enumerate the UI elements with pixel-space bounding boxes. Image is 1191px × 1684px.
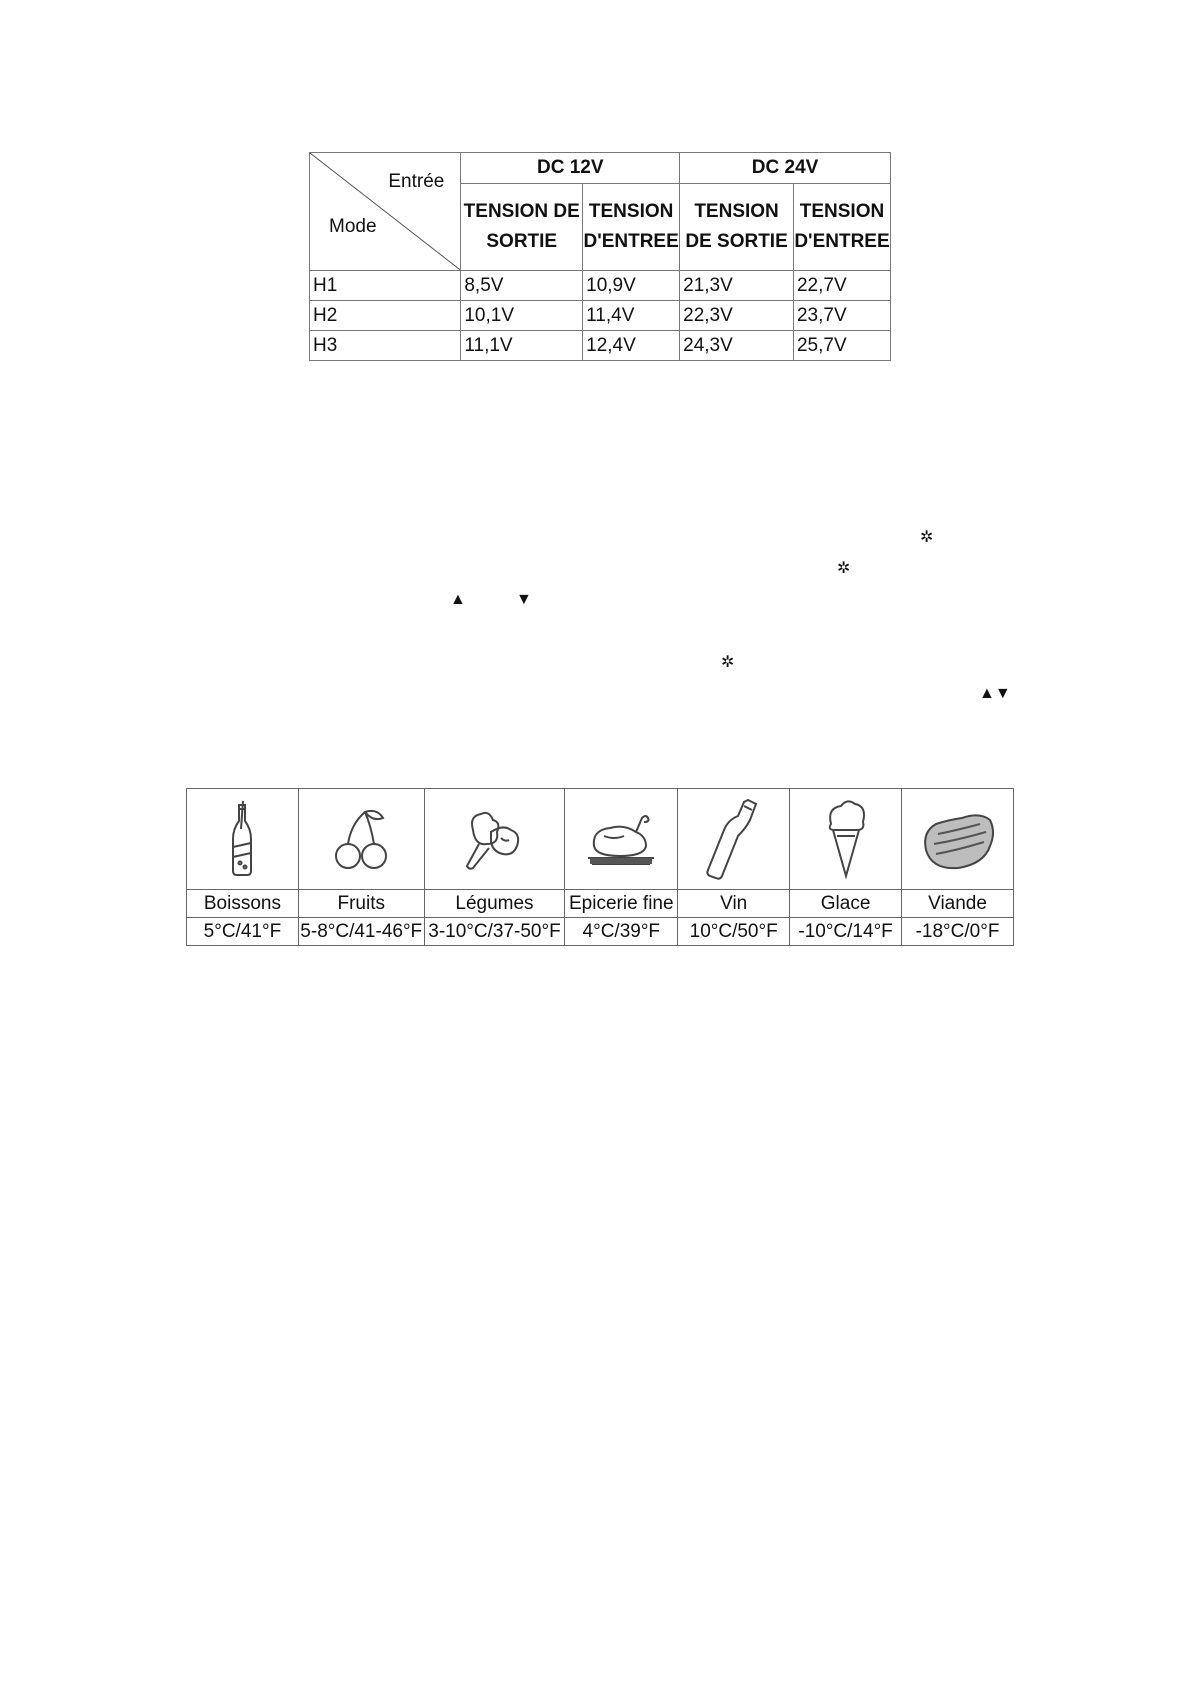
temperature-row	[187, 918, 1014, 946]
category-name: Viande	[902, 890, 1014, 918]
subheader-cell	[461, 184, 583, 271]
gear-icon: ✲	[721, 654, 735, 671]
value-cell: 22,7V	[793, 271, 890, 301]
value-cell: 12,4V	[583, 331, 680, 361]
value-cell: 8,5V	[461, 271, 583, 301]
mode-cell: H2	[310, 301, 461, 331]
category-name: Légumes	[424, 890, 565, 918]
value-cell: 24,3V	[680, 331, 794, 361]
subheader-line: TENSION	[588, 201, 674, 222]
value-cell: 11,1V	[461, 331, 583, 361]
name-row	[187, 890, 1014, 918]
value-cell: 22,3V	[680, 301, 794, 331]
category-name: Boissons	[187, 890, 299, 918]
wine-bottle-icon	[704, 796, 764, 882]
cherries-icon	[331, 804, 391, 874]
up-down-arrows-icon: ▲▼	[979, 685, 1011, 702]
value-cell: 10,1V	[461, 301, 583, 331]
icon-cell	[298, 789, 424, 890]
subheader-line: D'ENTREE	[794, 231, 890, 252]
table-row	[310, 331, 891, 361]
temperature-value: 10°C/50°F	[678, 918, 790, 946]
temperature-value: 5°C/41°F	[187, 918, 299, 946]
value-cell: 23,7V	[793, 301, 890, 331]
icon-row	[187, 789, 1014, 890]
icon-cell	[902, 789, 1014, 890]
food-temperature-table	[186, 788, 1014, 946]
temperature-value: 5-8°C/41-46°F	[298, 918, 424, 946]
subheader-cell	[583, 184, 680, 271]
table-row	[310, 301, 891, 331]
subheader-line: TENSION	[799, 201, 885, 222]
table-corner-cell	[310, 153, 461, 271]
bottle-icon	[222, 799, 262, 879]
ice-cream-icon	[821, 796, 871, 882]
subheader-line: TENSION DE	[463, 201, 580, 222]
value-cell: 11,4V	[583, 301, 680, 331]
corner-label-mode: Mode	[329, 216, 377, 237]
value-cell: 25,7V	[793, 331, 890, 361]
icon-cell	[187, 789, 299, 890]
triangle-down-icon: ▼	[516, 591, 532, 608]
category-name: Vin	[678, 890, 790, 918]
gear-icon: ✲	[837, 560, 851, 577]
group-header-dc24: DC 24V	[680, 153, 891, 184]
table-row	[310, 271, 891, 301]
vegetables-icon	[459, 804, 529, 874]
value-cell: 10,9V	[583, 271, 680, 301]
category-name: Glace	[790, 890, 902, 918]
temperature-value: 3-10°C/37-50°F	[424, 918, 565, 946]
category-name: Fruits	[298, 890, 424, 918]
icon-cell	[565, 789, 678, 890]
subheader-cell	[793, 184, 890, 271]
subheader-line: SORTIE	[486, 231, 558, 252]
voltage-table	[309, 152, 891, 361]
roast-chicken-icon	[584, 806, 658, 872]
mode-cell: H3	[310, 331, 461, 361]
mode-cell: H1	[310, 271, 461, 301]
subheader-line: DE SORTIE	[685, 231, 788, 252]
temperature-value: -10°C/14°F	[790, 918, 902, 946]
category-name: Epicerie fine	[565, 890, 678, 918]
subheader-line: D'ENTREE	[583, 231, 679, 252]
icon-cell	[790, 789, 902, 890]
icon-cell	[424, 789, 565, 890]
corner-label-input: Entrée	[388, 171, 445, 192]
temperature-value: -18°C/0°F	[902, 918, 1014, 946]
steak-icon	[918, 802, 998, 876]
temperature-value: 4°C/39°F	[565, 918, 678, 946]
triangle-up-icon: ▲	[450, 591, 466, 608]
value-cell: 21,3V	[680, 271, 794, 301]
icon-cell	[678, 789, 790, 890]
subheader-cell	[680, 184, 794, 271]
gear-icon: ✲	[920, 529, 934, 546]
subheader-line: TENSION	[694, 201, 779, 222]
group-header-dc12: DC 12V	[461, 153, 680, 184]
